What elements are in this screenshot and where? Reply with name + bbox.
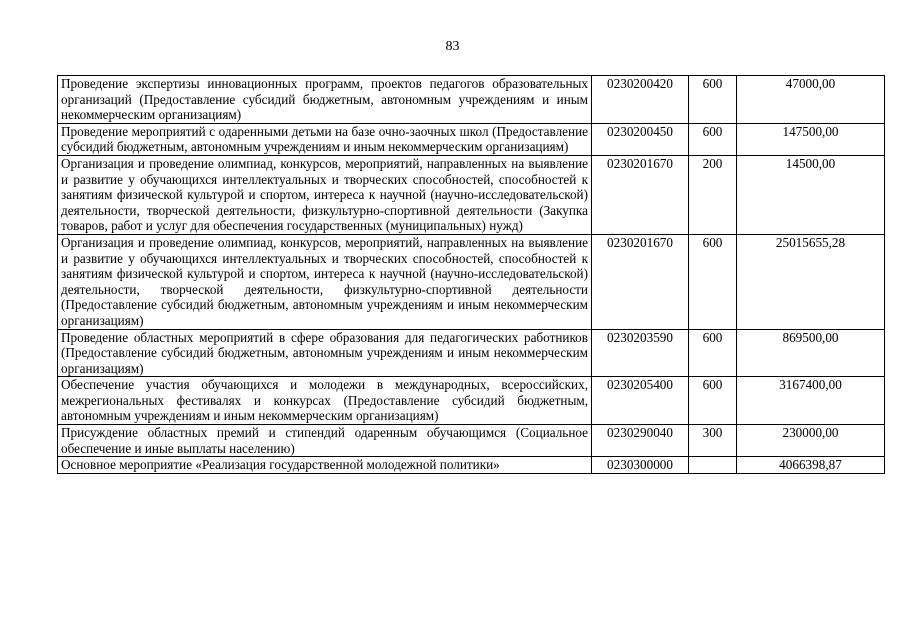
row-description: Проведение мероприятий с одаренными детьми на базе очно-заочных школ (Предоставление субсидий бюджетным, автономным учреждениям и иным некоммерческим организациям) xyxy=(58,123,592,155)
row-target-code: 0230205400 xyxy=(592,377,689,425)
row-target-code: 0230200420 xyxy=(592,76,689,124)
row-amount: 869500,00 xyxy=(737,329,885,377)
row-expense-type: 600 xyxy=(689,123,737,155)
row-description: Организация и проведение олимпиад, конкурсов, мероприятий, направленных на выявление и развитие у обучающихся интеллектуальных и творческих способностей, способностей к занятиям физической культурой и спортом, интереса к научной (научно-исследовательской) деятельности, творческой деятельности, физкультурно-спортивной деятельности (Закупка товаров, работ и услуг для обеспечения государственных (муниципальных) нужд) xyxy=(58,155,592,234)
row-target-code: 0230200450 xyxy=(592,123,689,155)
row-expense-type: 200 xyxy=(689,155,737,234)
row-description: Присуждение областных премий и стипендий одаренным обучающимся (Социальное обеспечение и иные выплаты населению) xyxy=(58,425,592,457)
page-number: 83 xyxy=(445,39,460,54)
table-row xyxy=(58,329,885,377)
row-target-code: 0230300000 xyxy=(592,457,689,474)
row-expense-type: 600 xyxy=(689,329,737,377)
row-expense-type: 600 xyxy=(689,234,737,329)
row-target-code: 0230201670 xyxy=(592,155,689,234)
row-target-code: 0230290040 xyxy=(592,425,689,457)
table-row xyxy=(58,457,885,474)
row-expense-type: 300 xyxy=(689,425,737,457)
table-row xyxy=(58,425,885,457)
row-amount: 147500,00 xyxy=(737,123,885,155)
row-target-code: 0230203590 xyxy=(592,329,689,377)
row-target-code: 0230201670 xyxy=(592,234,689,329)
row-description: Организация и проведение олимпиад, конкурсов, мероприятий, направленных на выявление и развитие у обучающихся интеллектуальных и творческих способностей, способностей к занятиям физической культурой и спортом, интереса к научной (научно-исследовательской) деятельности, творческой деятельности, физкультурно-спортивной деятельности (Предоставление субсидий бюджетным, автономным учреждениям и иным некоммерческим организациям) xyxy=(58,234,592,329)
row-expense-type: 600 xyxy=(689,377,737,425)
row-amount: 230000,00 xyxy=(737,425,885,457)
row-description: Проведение областных мероприятий в сфере образования для педагогических работников (Предоставление субсидий бюджетным, автономным учреждениям и иным некоммерческим организациям) xyxy=(58,329,592,377)
row-description: Обеспечение участия обучающихся и молодежи в международных, всероссийских, межрегиональных фестивалях и конкурсах (Предоставление субсидий бюджетным, автономным учреждениям и иным некоммерческим организациям) xyxy=(58,377,592,425)
row-expense-type xyxy=(689,457,737,474)
row-amount: 3167400,00 xyxy=(737,377,885,425)
table-row xyxy=(58,76,885,124)
row-amount: 4066398,87 xyxy=(737,457,885,474)
table-row xyxy=(58,123,885,155)
table-row xyxy=(58,377,885,425)
row-amount: 14500,00 xyxy=(737,155,885,234)
row-description: Основное мероприятие «Реализация государственной молодежной политики» xyxy=(58,457,592,474)
row-description: Проведение экспертизы инновационных программ, проектов педагогов образовательных организаций (Предоставление субсидий бюджетным, автономным учреждениям и иным некоммерческим организациям) xyxy=(58,76,592,124)
row-expense-type: 600 xyxy=(689,76,737,124)
row-amount: 47000,00 xyxy=(737,76,885,124)
budget-table xyxy=(57,75,885,474)
table-row xyxy=(58,234,885,329)
row-amount: 25015655,28 xyxy=(737,234,885,329)
table-row xyxy=(58,155,885,234)
